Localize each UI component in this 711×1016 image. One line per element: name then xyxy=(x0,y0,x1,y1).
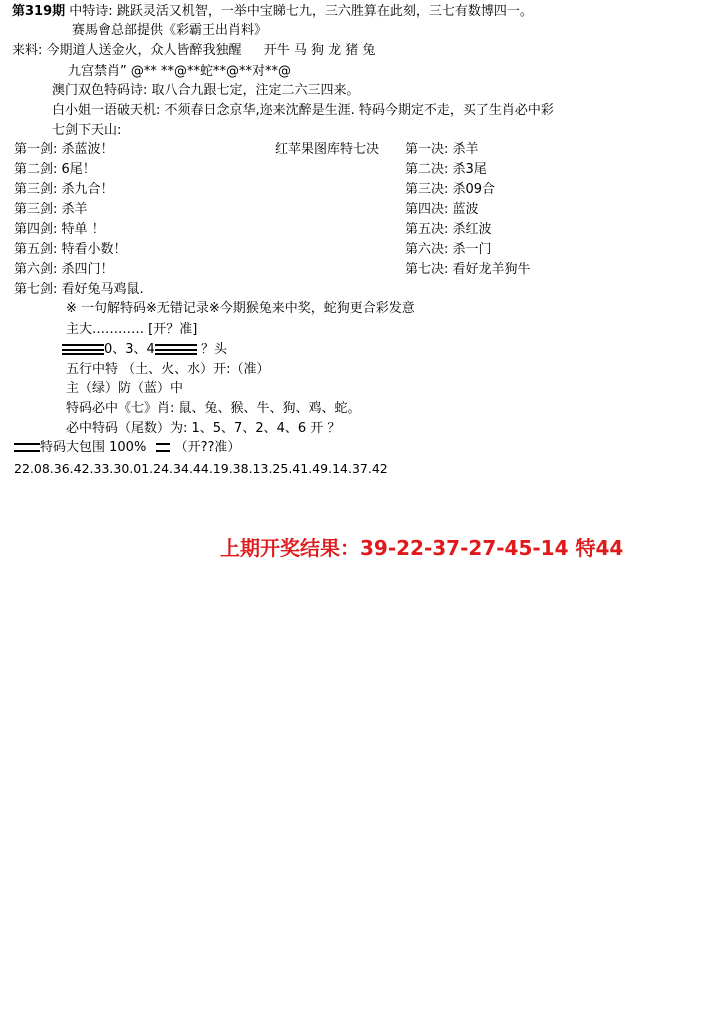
sword-6: 第六剑: 杀四门！ xyxy=(14,262,114,277)
poem-title: 中特诗: xyxy=(69,4,113,19)
double-bar-icon xyxy=(156,443,170,452)
triple-bar-icon xyxy=(62,344,104,355)
macau-poem: 澳门双色特码诗: 取八合九跟七定，注定二六三四来。 xyxy=(52,83,360,98)
jue-1: 第一决: 杀羊 xyxy=(405,142,479,157)
sword-5: 第五剑: 特看小数！ xyxy=(14,242,127,257)
jue-6: 第六决: 杀一门 xyxy=(405,242,492,257)
baowei-suffix: （开??准） xyxy=(170,440,241,455)
tema-qi-line: 特码必中《七》肖: 鼠、兔、猴、牛、狗、鸡、蛇。 xyxy=(66,401,361,416)
weishu-line: 必中特码（尾数）为: 1、5、7、2、4、6 开 ？ xyxy=(66,421,341,436)
baowei-line xyxy=(14,439,240,457)
color-line: 主（绿）防（蓝）中 xyxy=(66,381,184,396)
sword-3b: 第三剑: 杀羊 xyxy=(14,202,88,217)
jiugong-line: 九宫禁肖” @** **@**蛇**@**对**@ xyxy=(68,64,291,79)
jue-7: 第七决: 看好龙羊狗牛 xyxy=(405,262,531,277)
laiiao-line xyxy=(12,42,375,60)
laiiao-animals: 开牛 马 狗 龙 猪 兔 xyxy=(263,43,376,58)
miss-bai-line2: 七剑下天山: xyxy=(52,123,122,138)
miss-bai-line1: 白小姐一语破天机: 不须春日念京华,迩来沈醉是生涯. 特码今期定不走，买了生肖必中彩 xyxy=(52,103,554,118)
jue-2: 第二决: 杀3尾 xyxy=(405,162,487,177)
center-title: 红苹果图库特七决 xyxy=(275,142,380,157)
triple-bar-icon xyxy=(155,344,197,355)
sword-2: 第二剑: 6尾！ xyxy=(14,162,96,177)
jue-5: 第五决: 杀红波 xyxy=(405,222,492,237)
provider-line: 赛馬會总部提供《彩霸王出肖料》 xyxy=(72,23,268,38)
poem-text: 跳跃灵活又机智，一举中宝睇七九，三六胜算在此刻，三七有数博四一。 xyxy=(116,4,533,19)
zhuda-line: 主大………… [开？准] xyxy=(66,322,198,337)
double-bar-icon xyxy=(14,443,40,452)
sword-7: 第七剑: 看好兔马鸡鼠. xyxy=(14,282,144,297)
laiiao-prefix: 来料: xyxy=(12,43,43,58)
laiiao-text: 今期道人送金火，众人皆醉我独醒 xyxy=(46,43,242,58)
last-result: 上期开奖结果：39-22-37-27-45-14 特44 xyxy=(220,536,624,560)
sword-1: 第一剑: 杀蓝波！ xyxy=(14,142,114,157)
numbers-line: 22.08.36.42.33.30.01.24.34.44.19.38.13.25.41.49.14.37.42 xyxy=(14,461,388,476)
issue-number: 第319期 xyxy=(12,4,66,19)
header-line xyxy=(12,3,533,21)
baowei-text: 特码大包围 100% xyxy=(40,440,147,455)
tou-numbers: 0、3、4 xyxy=(104,342,155,357)
tou-suffix: ？头 xyxy=(196,342,227,357)
tou-line xyxy=(62,341,227,359)
sword-3: 第三剑: 杀九合！ xyxy=(14,182,114,197)
wuxing-line: 五行中特 （土、火、水）开:（准） xyxy=(66,362,270,377)
sword-4: 第四剑: 特单 ！ xyxy=(14,222,105,237)
jue-4: 第四决: 蓝波 xyxy=(405,202,479,217)
jue-3: 第三决: 杀09合 xyxy=(405,182,496,197)
note-line: ※ 一句解特码※无错记录※今期猴兔来中奖，蛇狗更合彩发意 xyxy=(66,301,415,316)
